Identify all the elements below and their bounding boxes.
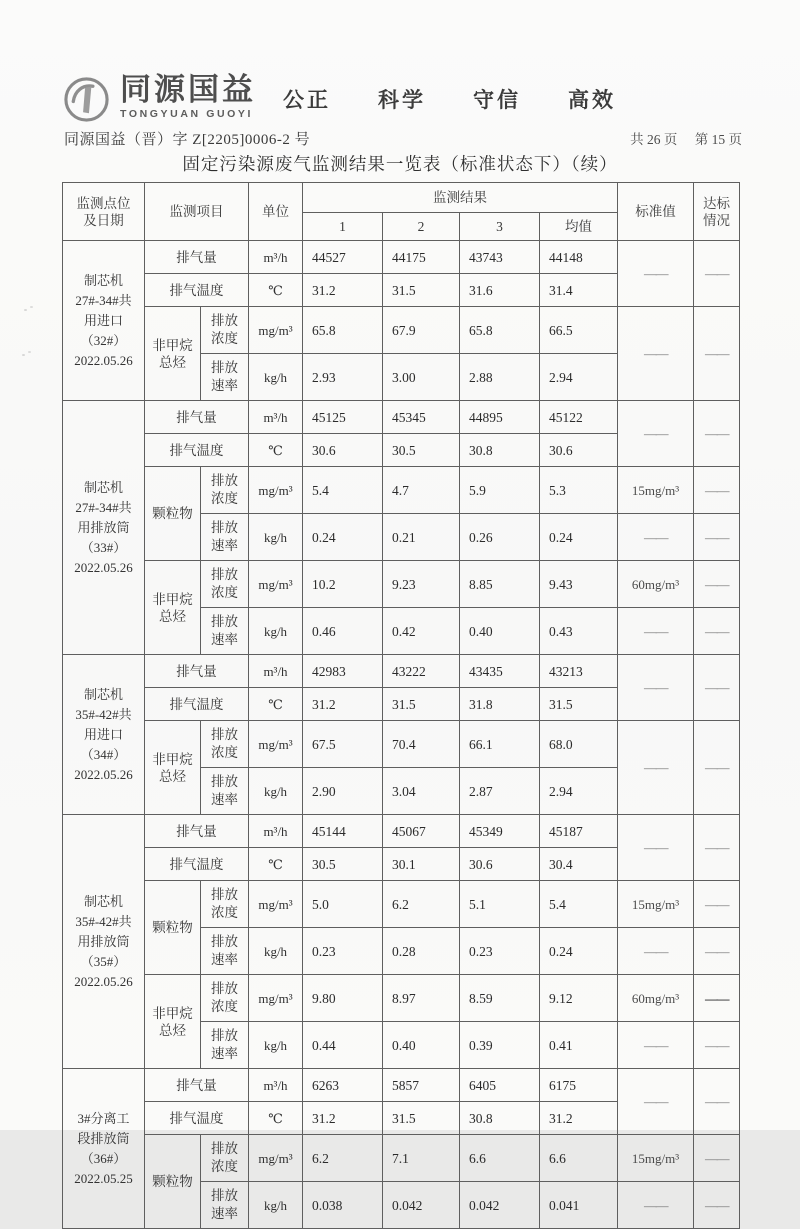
metric-cell: 排放浓度 xyxy=(201,975,249,1022)
result-value-cell: 2.94 xyxy=(540,354,618,401)
no-value-dash: —— xyxy=(705,943,728,959)
result-value-cell: 0.038 xyxy=(303,1182,383,1229)
document-number: 同源国益（晋）字 Z[2205]0006-2 号 xyxy=(64,132,311,148)
slogan-word: 公正 xyxy=(283,89,331,112)
result-value-cell: 5857 xyxy=(383,1069,460,1102)
table-row xyxy=(63,721,740,768)
col-header-results: 监测结果 xyxy=(303,183,618,213)
table-row xyxy=(63,401,740,434)
result-value-cell: 10.2 xyxy=(303,561,383,608)
result-value-cell: 31.5 xyxy=(383,688,460,721)
result-value-cell: 31.5 xyxy=(383,1102,460,1135)
result-value-cell: 30.6 xyxy=(540,434,618,467)
table-row xyxy=(63,881,740,928)
pencil-mark xyxy=(24,309,33,313)
unit-cell: mg/m³ xyxy=(249,721,303,768)
result-value-cell: 30.6 xyxy=(460,848,540,881)
no-value-dash: —— xyxy=(705,529,728,545)
result-value-cell: 0.26 xyxy=(460,514,540,561)
no-value-dash: —— xyxy=(644,760,667,775)
no-value-dash: —— xyxy=(705,576,728,592)
table-row xyxy=(63,655,740,688)
compliance-status-cell xyxy=(694,721,740,815)
monitoring-point-cell: 制芯机 35#-42#共 用排放筒 （35#） 2022.05.26 xyxy=(63,815,145,1069)
result-value-cell: 43213 xyxy=(540,655,618,688)
col-header-compliance: 达标 情况 xyxy=(694,183,740,241)
result-value-cell: 43435 xyxy=(460,655,540,688)
result-value-cell: 44148 xyxy=(540,241,618,274)
no-value-dash: —— xyxy=(705,840,728,855)
result-value-cell: 6.6 xyxy=(460,1135,540,1182)
no-value-dash: —— xyxy=(705,760,728,775)
unit-cell: mg/m³ xyxy=(249,881,303,928)
pollutant-name-cell: 颗粒物 xyxy=(145,1135,201,1229)
result-value-cell: 30.1 xyxy=(383,848,460,881)
compliance-status-cell xyxy=(694,241,740,307)
compliance-status-cell xyxy=(694,1135,740,1182)
unit-cell: mg/m³ xyxy=(249,1135,303,1182)
metric-cell: 排放浓度 xyxy=(201,467,249,514)
no-value-dash: —— xyxy=(705,1094,728,1109)
result-value-cell: 31.2 xyxy=(303,688,383,721)
standard-value-cell: 15mg/m³ xyxy=(618,881,694,928)
unit-cell: mg/m³ xyxy=(249,975,303,1022)
result-value-cell: 0.46 xyxy=(303,608,383,655)
result-value-cell: 6263 xyxy=(303,1069,383,1102)
standard-value-cell: 15mg/m³ xyxy=(618,467,694,514)
monitoring-point-cell: 制芯机 27#-34#共 用进口 （32#） 2022.05.26 xyxy=(63,241,145,401)
pollutant-name-cell: 颗粒物 xyxy=(145,881,201,975)
unit-cell: m³/h xyxy=(249,815,303,848)
standard-value-cell xyxy=(618,1022,694,1069)
table-row xyxy=(63,815,740,848)
standard-value-cell xyxy=(618,608,694,655)
unit-cell: kg/h xyxy=(249,608,303,655)
table-row xyxy=(63,467,740,514)
compliance-status-cell xyxy=(694,881,740,928)
metric-cell: 排放速率 xyxy=(201,354,249,401)
compliance-status-cell xyxy=(694,514,740,561)
pollutant-name-cell: 非甲烷总烃 xyxy=(145,561,201,655)
page-indicator xyxy=(630,128,742,148)
result-value-cell: 31.4 xyxy=(540,274,618,307)
result-value-cell: 0.23 xyxy=(460,928,540,975)
report-title: 固定污染源废气监测结果一览表（标准状态下）（续） xyxy=(182,154,618,174)
compliance-status-cell xyxy=(694,815,740,881)
no-value-dash: —— xyxy=(644,623,667,639)
result-value-cell: 0.41 xyxy=(540,1022,618,1069)
result-value-cell: 66.1 xyxy=(460,721,540,768)
unit-cell: ℃ xyxy=(249,1102,303,1135)
unit-cell: m³/h xyxy=(249,1069,303,1102)
result-value-cell: 5.9 xyxy=(460,467,540,514)
table-row xyxy=(63,1069,740,1102)
standard-value-cell xyxy=(618,514,694,561)
monitoring-results-table xyxy=(62,182,740,1229)
item-cell: 排气温度 xyxy=(145,848,249,881)
col-header-sample-1: 1 xyxy=(303,213,383,241)
metric-cell: 排放速率 xyxy=(201,928,249,975)
result-value-cell: 3.04 xyxy=(383,768,460,815)
standard-value-cell xyxy=(618,241,694,307)
slogan-word: 守信 xyxy=(473,89,521,112)
result-value-cell: 30.8 xyxy=(460,434,540,467)
result-value-cell: 0.43 xyxy=(540,608,618,655)
no-value-dash: —— xyxy=(705,990,728,1006)
col-header-sample-2: 2 xyxy=(383,213,460,241)
metric-cell: 排放浓度 xyxy=(201,561,249,608)
tongyuan-logo-icon xyxy=(62,75,111,124)
compliance-status-cell xyxy=(694,307,740,401)
unit-cell: mg/m³ xyxy=(249,467,303,514)
unit-cell: mg/m³ xyxy=(249,561,303,608)
standard-value-cell xyxy=(618,815,694,881)
no-value-dash: —— xyxy=(705,1197,728,1213)
brand-name-en: TONGYUAN GUOYI xyxy=(120,108,254,120)
item-cell: 排气量 xyxy=(145,815,249,848)
item-cell: 排气量 xyxy=(145,655,249,688)
result-value-cell: 9.80 xyxy=(303,975,383,1022)
result-value-cell: 0.041 xyxy=(540,1182,618,1229)
result-value-cell: 0.21 xyxy=(383,514,460,561)
result-value-cell: 44895 xyxy=(460,401,540,434)
standard-value-cell xyxy=(618,928,694,975)
no-value-dash: —— xyxy=(705,623,728,639)
standard-value-cell xyxy=(618,1182,694,1229)
result-value-cell: 43222 xyxy=(383,655,460,688)
unit-cell: kg/h xyxy=(249,514,303,561)
result-value-cell: 45349 xyxy=(460,815,540,848)
metric-cell: 排放速率 xyxy=(201,1022,249,1069)
monitoring-point-cell: 3#分离工 段排放筒 （36#） 2022.05.25 xyxy=(63,1069,145,1229)
no-value-dash: —— xyxy=(705,426,728,441)
result-value-cell: 45125 xyxy=(303,401,383,434)
metric-cell: 排放速率 xyxy=(201,1182,249,1229)
result-value-cell: 0.24 xyxy=(540,928,618,975)
no-value-dash: —— xyxy=(644,840,667,855)
result-value-cell: 0.28 xyxy=(383,928,460,975)
no-value-dash: —— xyxy=(705,896,728,912)
table-row xyxy=(63,241,740,274)
brand-name-cn: 同源国益 xyxy=(120,72,256,107)
result-value-cell: 65.8 xyxy=(303,307,383,354)
result-value-cell: 31.5 xyxy=(540,688,618,721)
pollutant-name-cell: 非甲烷总烃 xyxy=(145,307,201,401)
result-value-cell: 7.1 xyxy=(383,1135,460,1182)
compliance-status-cell xyxy=(694,928,740,975)
result-value-cell: 0.39 xyxy=(460,1022,540,1069)
standard-value-cell: 60mg/m³ xyxy=(618,975,694,1022)
result-value-cell: 2.88 xyxy=(460,354,540,401)
result-value-cell: 31.2 xyxy=(303,1102,383,1135)
result-value-cell: 0.40 xyxy=(460,608,540,655)
table-row xyxy=(63,561,740,608)
compliance-status-cell xyxy=(694,561,740,608)
unit-cell: kg/h xyxy=(249,928,303,975)
result-value-cell: 8.59 xyxy=(460,975,540,1022)
result-value-cell: 6405 xyxy=(460,1069,540,1102)
table-row xyxy=(63,1135,740,1182)
col-header-sample-3: 3 xyxy=(460,213,540,241)
result-value-cell: 6.2 xyxy=(303,1135,383,1182)
unit-cell: kg/h xyxy=(249,1022,303,1069)
standard-value-cell xyxy=(618,1069,694,1135)
result-value-cell: 9.43 xyxy=(540,561,618,608)
metric-cell: 排放浓度 xyxy=(201,721,249,768)
result-value-cell: 67.9 xyxy=(383,307,460,354)
standard-value-cell: 60mg/m³ xyxy=(618,561,694,608)
no-value-dash: —— xyxy=(705,680,728,695)
standard-value-cell xyxy=(618,401,694,467)
item-cell: 排气温度 xyxy=(145,274,249,307)
result-value-cell: 2.94 xyxy=(540,768,618,815)
unit-cell: m³/h xyxy=(249,241,303,274)
result-value-cell: 0.44 xyxy=(303,1022,383,1069)
result-value-cell: 31.8 xyxy=(460,688,540,721)
item-cell: 排气温度 xyxy=(145,688,249,721)
no-value-dash: —— xyxy=(705,266,728,281)
item-cell: 排气温度 xyxy=(145,434,249,467)
result-value-cell: 4.7 xyxy=(383,467,460,514)
compliance-status-cell xyxy=(694,1069,740,1135)
no-value-dash: —— xyxy=(644,266,667,281)
no-value-dash: —— xyxy=(644,943,667,959)
unit-cell: ℃ xyxy=(249,274,303,307)
compliance-status-cell xyxy=(694,1182,740,1229)
item-cell: 排气量 xyxy=(145,401,249,434)
metric-cell: 排放浓度 xyxy=(201,307,249,354)
metric-cell: 排放速率 xyxy=(201,768,249,815)
no-value-dash: —— xyxy=(705,1150,728,1166)
result-value-cell: 0.042 xyxy=(460,1182,540,1229)
result-value-cell: 0.24 xyxy=(540,514,618,561)
result-value-cell: 70.4 xyxy=(383,721,460,768)
unit-cell: ℃ xyxy=(249,848,303,881)
result-value-cell: 8.85 xyxy=(460,561,540,608)
compliance-status-cell xyxy=(694,467,740,514)
company-slogan xyxy=(283,84,616,114)
no-value-dash: —— xyxy=(705,1037,728,1053)
result-value-cell: 68.0 xyxy=(540,721,618,768)
result-value-cell: 65.8 xyxy=(460,307,540,354)
pollutant-name-cell: 非甲烷总烃 xyxy=(145,975,201,1069)
col-header-item: 监测项目 xyxy=(145,183,249,241)
compliance-status-cell xyxy=(694,401,740,467)
metric-cell: 排放浓度 xyxy=(201,881,249,928)
pollutant-name-cell: 颗粒物 xyxy=(145,467,201,561)
no-value-dash: —— xyxy=(644,529,667,545)
result-value-cell: 42983 xyxy=(303,655,383,688)
result-value-cell: 2.87 xyxy=(460,768,540,815)
item-cell: 排气温度 xyxy=(145,1102,249,1135)
slogan-word: 科学 xyxy=(378,89,426,112)
result-value-cell: 31.2 xyxy=(540,1102,618,1135)
page-current: 第 15 页 xyxy=(694,132,742,147)
result-value-cell: 67.5 xyxy=(303,721,383,768)
item-cell: 排气量 xyxy=(145,1069,249,1102)
result-value-cell: 31.6 xyxy=(460,274,540,307)
unit-cell: kg/h xyxy=(249,354,303,401)
result-value-cell: 0.042 xyxy=(383,1182,460,1229)
result-value-cell: 5.4 xyxy=(540,881,618,928)
no-value-dash: —— xyxy=(644,346,667,361)
result-value-cell: 5.3 xyxy=(540,467,618,514)
unit-cell: mg/m³ xyxy=(249,307,303,354)
result-value-cell: 30.4 xyxy=(540,848,618,881)
unit-cell: ℃ xyxy=(249,688,303,721)
result-value-cell: 0.40 xyxy=(383,1022,460,1069)
result-value-cell: 2.93 xyxy=(303,354,383,401)
slogan-word: 高效 xyxy=(568,89,616,112)
table-row xyxy=(63,307,740,354)
no-value-dash: —— xyxy=(644,680,667,695)
result-value-cell: 6.6 xyxy=(540,1135,618,1182)
pencil-mark xyxy=(22,354,31,358)
metric-cell: 排放浓度 xyxy=(201,1135,249,1182)
result-value-cell: 9.23 xyxy=(383,561,460,608)
result-value-cell: 43743 xyxy=(460,241,540,274)
result-value-cell: 31.5 xyxy=(383,274,460,307)
compliance-status-cell xyxy=(694,975,740,1022)
item-cell: 排气量 xyxy=(145,241,249,274)
result-value-cell: 30.5 xyxy=(303,848,383,881)
col-header-standard: 标准值 xyxy=(618,183,694,241)
unit-cell: ℃ xyxy=(249,434,303,467)
col-header-point: 监测点位 及日期 xyxy=(63,183,145,241)
result-value-cell: 0.24 xyxy=(303,514,383,561)
unit-cell: m³/h xyxy=(249,401,303,434)
no-value-dash: —— xyxy=(644,1037,667,1053)
no-value-dash: —— xyxy=(644,1094,667,1109)
result-value-cell: 66.5 xyxy=(540,307,618,354)
result-value-cell: 9.12 xyxy=(540,975,618,1022)
unit-cell: kg/h xyxy=(249,1182,303,1229)
standard-value-cell xyxy=(618,307,694,401)
result-value-cell: 0.23 xyxy=(303,928,383,975)
result-value-cell: 2.90 xyxy=(303,768,383,815)
document-meta-row xyxy=(64,128,742,149)
result-value-cell: 6175 xyxy=(540,1069,618,1102)
col-header-unit: 单位 xyxy=(249,183,303,241)
compliance-status-cell xyxy=(694,1022,740,1069)
no-value-dash: —— xyxy=(705,482,728,498)
no-value-dash: —— xyxy=(644,1197,667,1213)
col-header-average: 均值 xyxy=(540,213,618,241)
result-value-cell: 5.1 xyxy=(460,881,540,928)
company-logo xyxy=(62,74,256,124)
pollutant-name-cell: 非甲烷总烃 xyxy=(145,721,201,815)
unit-cell: kg/h xyxy=(249,768,303,815)
compliance-status-cell xyxy=(694,608,740,655)
result-value-cell: 30.5 xyxy=(383,434,460,467)
result-value-cell: 44175 xyxy=(383,241,460,274)
result-value-cell: 30.8 xyxy=(460,1102,540,1135)
result-value-cell: 45187 xyxy=(540,815,618,848)
standard-value-cell xyxy=(618,655,694,721)
compliance-status-cell xyxy=(694,655,740,721)
result-value-cell: 45345 xyxy=(383,401,460,434)
result-value-cell: 8.97 xyxy=(383,975,460,1022)
monitoring-point-cell: 制芯机 35#-42#共 用进口 （34#） 2022.05.26 xyxy=(63,655,145,815)
result-value-cell: 5.4 xyxy=(303,467,383,514)
result-value-cell: 6.2 xyxy=(383,881,460,928)
standard-value-cell: 15mg/m³ xyxy=(618,1135,694,1182)
result-value-cell: 44527 xyxy=(303,241,383,274)
result-value-cell: 45067 xyxy=(383,815,460,848)
standard-value-cell xyxy=(618,721,694,815)
result-value-cell: 3.00 xyxy=(383,354,460,401)
unit-cell: m³/h xyxy=(249,655,303,688)
metric-cell: 排放速率 xyxy=(201,514,249,561)
result-value-cell: 45144 xyxy=(303,815,383,848)
result-value-cell: 30.6 xyxy=(303,434,383,467)
result-value-cell: 5.0 xyxy=(303,881,383,928)
result-value-cell: 0.42 xyxy=(383,608,460,655)
metric-cell: 排放速率 xyxy=(201,608,249,655)
monitoring-point-cell: 制芯机 27#-34#共 用排放筒 （33#） 2022.05.26 xyxy=(63,401,145,655)
result-value-cell: 45122 xyxy=(540,401,618,434)
pages-total: 共 26 页 xyxy=(630,132,678,147)
table-row xyxy=(63,975,740,1022)
no-value-dash: —— xyxy=(644,426,667,441)
no-value-dash: —— xyxy=(705,346,728,361)
result-value-cell: 31.2 xyxy=(303,274,383,307)
